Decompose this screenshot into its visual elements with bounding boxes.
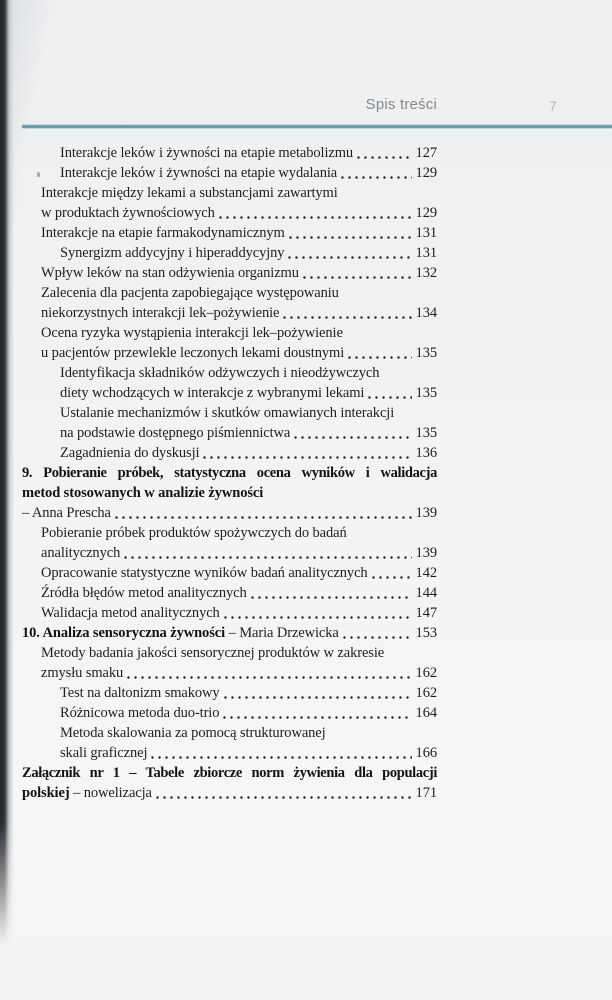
toc-entry-text: Ustalanie mechanizmów i skutków omawianych interakcji	[60, 405, 395, 421]
toc-entry-label	[60, 383, 364, 403]
toc-row	[22, 143, 437, 163]
toc-entry-label	[60, 683, 220, 703]
running-header-title: Spis treści	[365, 96, 437, 113]
toc-page-number: 162	[415, 685, 437, 701]
toc-entry-text: Pobieranie próbek produktów spożywczych do badań	[41, 525, 347, 541]
toc-row	[22, 603, 437, 623]
toc-row	[22, 363, 437, 383]
dot-leader	[222, 603, 412, 623]
toc-page-number: 171	[415, 785, 437, 801]
toc-row	[22, 563, 437, 583]
toc-entry-text: – nowelizacja	[69, 785, 152, 801]
dot-leader	[370, 563, 412, 583]
toc-entry-text: 10. Analiza sensoryczna żywności	[22, 625, 226, 641]
toc-entry-label	[41, 223, 285, 243]
toc-entry-text: Interakcje leków i żywności na etapie metabolizmu	[60, 145, 354, 161]
toc-entry-label	[60, 703, 219, 723]
toc-entry-text: – Anna Prescha	[22, 505, 111, 521]
toc-row	[22, 443, 437, 463]
toc-entry-label	[22, 483, 263, 503]
toc-entry-text: Walidacja metod analitycznych	[41, 605, 220, 621]
toc-entry-text: Zagadnienia do dyskusji	[60, 445, 200, 461]
toc-row	[22, 243, 437, 263]
toc-row	[22, 623, 437, 643]
toc-page-number: 132	[415, 265, 437, 281]
toc-page-number: 131	[415, 225, 437, 241]
toc-page-number: 129	[415, 165, 437, 181]
toc-entry-label	[60, 363, 379, 383]
toc-entry-text: Metody badania jakości sensorycznej produktów w zakresie	[41, 645, 385, 661]
toc-entry-label	[60, 163, 337, 183]
dot-leader	[113, 503, 412, 523]
toc-row	[22, 503, 437, 523]
toc-entry-label	[60, 743, 147, 763]
toc-entry-label	[60, 423, 290, 443]
toc-page-number: 162	[415, 665, 437, 681]
toc-page-number: 153	[415, 625, 437, 641]
toc-entry-label	[41, 323, 343, 343]
toc-row	[22, 323, 437, 343]
toc-page-number: 135	[415, 345, 437, 361]
toc-entry-label	[41, 263, 299, 283]
toc-page-number: 147	[415, 605, 437, 621]
toc-entry-text: diety wchodzących w interakcje z wybranymi lekami	[60, 385, 365, 401]
toc-entry-text: Wpływ leków na stan odżywienia organizmu	[41, 265, 299, 281]
toc-entry-label	[41, 563, 368, 583]
toc-entry-text: polskiej	[22, 785, 70, 801]
toc-page-number: 127	[415, 145, 437, 161]
toc-page-number: 134	[415, 305, 437, 321]
toc-page-number: 142	[415, 565, 437, 581]
toc-entry-text: zmysłu smaku	[41, 665, 124, 681]
toc-entry-label	[22, 765, 437, 781]
toc-entry-label	[22, 623, 339, 643]
dot-leader	[341, 623, 412, 643]
toc-row	[22, 263, 437, 283]
toc-row	[22, 643, 437, 663]
toc-entry-text: Interakcje leków i żywności na etapie wydalania	[60, 165, 338, 181]
toc-entry-label	[41, 663, 123, 683]
toc-page-number: 129	[415, 205, 437, 221]
toc-entry-label	[60, 243, 284, 263]
toc-entry-text: Interakcje między lekami a substancjami zawartymi	[41, 185, 338, 201]
toc-entry-label	[60, 443, 199, 463]
toc-entry-text: na podstawie dostępnego piśmiennictwa	[60, 425, 291, 441]
dot-leader	[366, 383, 411, 403]
toc-entry-label	[41, 183, 338, 203]
dot-leader	[292, 423, 411, 443]
toc-entry-label	[41, 523, 347, 543]
toc-entry-text: Identyfikacja składników odżywczych i nieodżywczych	[60, 365, 380, 381]
toc-row	[22, 383, 437, 403]
dot-leader	[149, 743, 411, 763]
toc-row	[22, 543, 437, 563]
toc-row	[22, 703, 437, 723]
toc-page-number: 135	[415, 385, 437, 401]
toc-entry-text: Test na daltonizm smakowy	[60, 685, 220, 701]
toc-page-number: 139	[415, 505, 437, 521]
toc-row	[22, 583, 437, 603]
toc-entry-text: Zalecenia dla pacjenta zapobiegające występowaniu	[41, 285, 339, 301]
toc-row	[22, 203, 437, 223]
toc-entry-text: skali graficznej	[60, 745, 148, 761]
dot-leader	[355, 143, 412, 163]
toc-row	[22, 743, 437, 763]
toc-row	[22, 183, 437, 203]
toc-entry-text: 9. Pobieranie próbek, statystyczna ocena wyników i walidacja	[22, 465, 437, 481]
toc-page-number: 131	[415, 245, 437, 261]
toc-row	[22, 163, 437, 183]
dot-leader	[221, 703, 411, 723]
toc-page-number: 164	[415, 705, 437, 721]
toc-row	[22, 763, 437, 783]
table-of-contents	[22, 143, 437, 803]
dot-leader	[249, 583, 412, 603]
toc-entry-label	[41, 303, 279, 323]
toc-entry-label	[22, 503, 111, 523]
toc-entry-text: niekorzystnych interakcji lek–pożywienie	[41, 305, 280, 321]
toc-entry-label	[41, 603, 220, 623]
toc-row	[22, 783, 437, 803]
toc-page-number: 139	[415, 545, 437, 561]
toc-row	[22, 303, 437, 323]
toc-row	[22, 463, 437, 483]
toc-entry-text: Opracowanie statystyczne wyników badań analitycznych	[41, 565, 368, 581]
dot-leader	[281, 303, 411, 323]
toc-entry-label	[60, 723, 326, 743]
header-rule	[22, 124, 612, 129]
dot-leader	[125, 663, 411, 683]
toc-row	[22, 283, 437, 303]
toc-page-number: 144	[415, 585, 437, 601]
toc-entry-text: Metoda skalowania za pomocą strukturowanej	[60, 725, 326, 741]
toc-entry-text: Załącznik nr 1 – Tabele zbiorcze norm żywienia dla populacji	[22, 765, 437, 781]
toc-row	[22, 523, 437, 543]
toc-entry-label	[41, 543, 120, 563]
dot-leader	[287, 223, 412, 243]
toc-entry-text: Ocena ryzyka wystąpienia interakcji lek–pożywienie	[41, 325, 343, 341]
toc-page-number: 136	[415, 445, 437, 461]
dot-leader	[339, 163, 411, 183]
running-header	[22, 96, 437, 113]
toc-row	[22, 723, 437, 743]
toc-row	[22, 343, 437, 363]
toc-row	[22, 483, 437, 503]
toc-entry-text: Źródła błędów metod analitycznych	[41, 585, 247, 601]
toc-entry-label	[41, 343, 344, 363]
dot-leader	[286, 243, 411, 263]
toc-entry-label	[60, 143, 353, 163]
toc-entry-label	[41, 583, 247, 603]
toc-entry-text: u pacjentów przewlekle leczonych lekami doustnymi	[41, 345, 345, 361]
toc-entry-label	[22, 465, 437, 481]
toc-entry-label	[41, 283, 339, 303]
toc-entry-text: Synergizm addycyjny i hiperaddycyjny	[60, 245, 285, 261]
dot-leader	[346, 343, 411, 363]
page-number: 7	[549, 98, 557, 114]
dot-leader	[222, 683, 412, 703]
dot-leader	[201, 443, 411, 463]
toc-row	[22, 663, 437, 683]
toc-entry-label	[60, 403, 394, 423]
dot-leader	[301, 263, 412, 283]
toc-page-number: 166	[415, 745, 437, 761]
toc-row	[22, 403, 437, 423]
dot-leader	[122, 543, 411, 563]
toc-row	[22, 423, 437, 443]
dot-leader	[217, 203, 412, 223]
toc-page-number: 135	[415, 425, 437, 441]
toc-entry-label	[41, 643, 384, 663]
toc-entry-label	[41, 203, 215, 223]
toc-entry-text: Interakcje na etapie farmakodynamicznym	[41, 225, 285, 241]
toc-entry-text: – Maria Drzewicka	[225, 625, 339, 641]
toc-entry-text: Różnicowa metoda duo-trio	[60, 705, 220, 721]
page-spine-shadow	[0, 0, 14, 955]
dot-leader	[154, 783, 412, 803]
toc-row	[22, 683, 437, 703]
toc-row	[22, 223, 437, 243]
toc-entry-text: metod stosowanych w analizie żywności	[22, 485, 264, 501]
toc-entry-text: analitycznych	[41, 545, 121, 561]
toc-entry-text: w produktach żywnościowych	[41, 205, 215, 221]
toc-entry-label	[22, 783, 152, 803]
